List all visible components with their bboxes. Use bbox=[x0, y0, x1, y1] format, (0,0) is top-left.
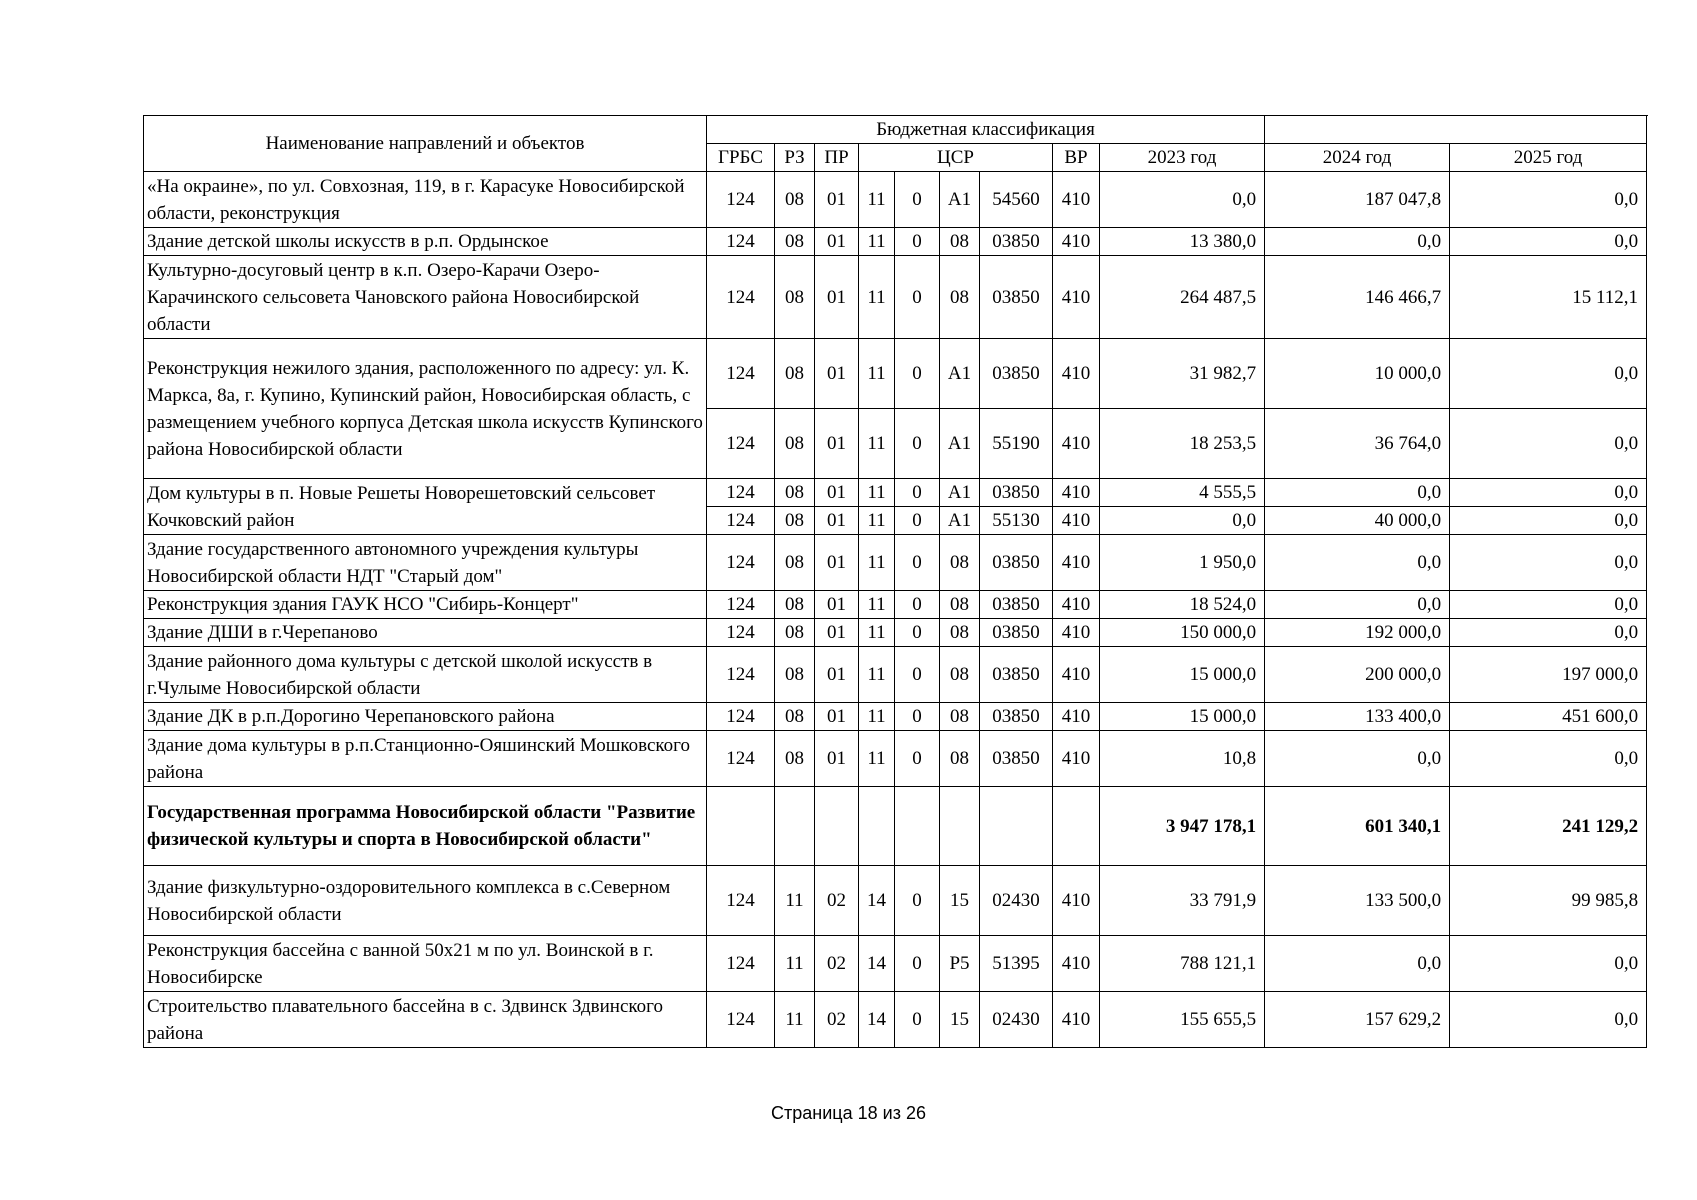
cell-csr-3: P5 bbox=[940, 936, 980, 992]
cell-csr-4: 03850 bbox=[980, 535, 1053, 591]
table-body bbox=[144, 172, 1647, 1048]
cell-csr-2: 0 bbox=[895, 591, 940, 619]
cell-vr bbox=[1053, 787, 1100, 866]
cell-vr: 410 bbox=[1053, 591, 1100, 619]
cell-pr: 01 bbox=[815, 619, 859, 647]
cell-csr-2: 0 bbox=[895, 619, 940, 647]
cell-csr-4: 03850 bbox=[980, 256, 1053, 339]
cell-year-2024: 0,0 bbox=[1265, 479, 1450, 507]
cell-csr-4: 54560 bbox=[980, 172, 1053, 228]
cell-vr: 410 bbox=[1053, 992, 1100, 1048]
cell-csr-3: A1 bbox=[940, 172, 980, 228]
cell-vr: 410 bbox=[1053, 339, 1100, 409]
cell-rz: 08 bbox=[775, 409, 815, 479]
cell-year-2024: 0,0 bbox=[1265, 936, 1450, 992]
cell-csr-3: 08 bbox=[940, 228, 980, 256]
cell-grbs: 124 bbox=[707, 479, 775, 507]
cell-csr-4: 55190 bbox=[980, 409, 1053, 479]
table-row bbox=[144, 591, 1647, 619]
cell-year-2024: 0,0 bbox=[1265, 591, 1450, 619]
cell-name: Здание районного дома культуры с детской школой искусств в г.Чулыме Новосибирской области bbox=[144, 647, 707, 703]
cell-year-2025: 0,0 bbox=[1450, 731, 1647, 787]
cell-csr-2: 0 bbox=[895, 256, 940, 339]
header-vr: ВР bbox=[1053, 144, 1100, 172]
cell-csr-2: 0 bbox=[895, 936, 940, 992]
cell-year-2023: 150 000,0 bbox=[1100, 619, 1265, 647]
cell-csr-1: 14 bbox=[859, 866, 895, 936]
table-row bbox=[144, 731, 1647, 787]
cell-rz bbox=[775, 787, 815, 866]
budget-table bbox=[143, 115, 1647, 1048]
cell-grbs: 124 bbox=[707, 228, 775, 256]
cell-rz: 08 bbox=[775, 339, 815, 409]
cell-vr: 410 bbox=[1053, 703, 1100, 731]
cell-csr-4: 55130 bbox=[980, 507, 1053, 535]
header-2023: 2023 год bbox=[1100, 144, 1265, 172]
cell-rz: 08 bbox=[775, 172, 815, 228]
cell-year-2024: 200 000,0 bbox=[1265, 647, 1450, 703]
cell-grbs: 124 bbox=[707, 992, 775, 1048]
table-row bbox=[144, 936, 1647, 992]
cell-vr: 410 bbox=[1053, 866, 1100, 936]
cell-year-2025: 0,0 bbox=[1450, 479, 1647, 507]
cell-csr-2: 0 bbox=[895, 172, 940, 228]
header-grbs: ГРБС bbox=[707, 144, 775, 172]
cell-csr-4: 03850 bbox=[980, 619, 1053, 647]
cell-year-2023: 155 655,5 bbox=[1100, 992, 1265, 1048]
cell-pr bbox=[815, 787, 859, 866]
cell-csr-3: 08 bbox=[940, 591, 980, 619]
cell-csr-2: 0 bbox=[895, 409, 940, 479]
cell-grbs: 124 bbox=[707, 619, 775, 647]
cell-csr-4: 03850 bbox=[980, 339, 1053, 409]
cell-vr: 410 bbox=[1053, 409, 1100, 479]
cell-year-2023: 33 791,9 bbox=[1100, 866, 1265, 936]
cell-csr-1: 11 bbox=[859, 172, 895, 228]
cell-csr-1: 11 bbox=[859, 619, 895, 647]
cell-csr-4: 03850 bbox=[980, 228, 1053, 256]
cell-csr-2: 0 bbox=[895, 731, 940, 787]
cell-csr-4: 51395 bbox=[980, 936, 1053, 992]
cell-year-2025: 241 129,2 bbox=[1450, 787, 1647, 866]
cell-csr-1: 11 bbox=[859, 409, 895, 479]
cell-vr: 410 bbox=[1053, 228, 1100, 256]
cell-year-2024: 0,0 bbox=[1265, 731, 1450, 787]
cell-year-2023: 15 000,0 bbox=[1100, 647, 1265, 703]
cell-csr-3: 08 bbox=[940, 535, 980, 591]
cell-pr: 01 bbox=[815, 479, 859, 507]
cell-csr-4: 03850 bbox=[980, 731, 1053, 787]
cell-csr-3: A1 bbox=[940, 339, 980, 409]
cell-csr-1: 11 bbox=[859, 703, 895, 731]
cell-year-2023: 18 524,0 bbox=[1100, 591, 1265, 619]
cell-csr-2: 0 bbox=[895, 535, 940, 591]
cell-rz: 08 bbox=[775, 228, 815, 256]
cell-vr: 410 bbox=[1053, 731, 1100, 787]
cell-name: Культурно-досуговый центр в к.п. Озеро-Карачи Озеро-Карачинского сельсовета Чановского района Новосибирской области bbox=[144, 256, 707, 339]
table-row bbox=[144, 619, 1647, 647]
cell-csr-1: 11 bbox=[859, 339, 895, 409]
cell-rz: 08 bbox=[775, 507, 815, 535]
cell-name: Здание дома культуры в р.п.Станционно-Ояшинский Мошковского района bbox=[144, 731, 707, 787]
cell-year-2025: 451 600,0 bbox=[1450, 703, 1647, 731]
cell-year-2025: 0,0 bbox=[1450, 535, 1647, 591]
cell-csr-2: 0 bbox=[895, 479, 940, 507]
header-budget-classification: Бюджетная классификация bbox=[707, 116, 1265, 144]
cell-csr-1: 11 bbox=[859, 256, 895, 339]
cell-grbs: 124 bbox=[707, 535, 775, 591]
cell-year-2023: 4 555,5 bbox=[1100, 479, 1265, 507]
cell-year-2024: 187 047,8 bbox=[1265, 172, 1450, 228]
cell-vr: 410 bbox=[1053, 172, 1100, 228]
cell-csr-4: 02430 bbox=[980, 992, 1053, 1048]
table-row bbox=[144, 479, 1647, 507]
cell-csr-1: 11 bbox=[859, 535, 895, 591]
cell-csr-3: 08 bbox=[940, 647, 980, 703]
cell-csr-2: 0 bbox=[895, 866, 940, 936]
cell-csr-4: 03850 bbox=[980, 479, 1053, 507]
cell-year-2025: 0,0 bbox=[1450, 992, 1647, 1048]
cell-year-2023: 0,0 bbox=[1100, 172, 1265, 228]
cell-year-2025: 0,0 bbox=[1450, 172, 1647, 228]
cell-name: Дом культуры в п. Новые Решеты Новорешетовский сельсовет Кочковский район bbox=[144, 479, 707, 535]
cell-rz: 08 bbox=[775, 479, 815, 507]
cell-rz: 11 bbox=[775, 992, 815, 1048]
cell-year-2023: 3 947 178,1 bbox=[1100, 787, 1265, 866]
cell-csr-1: 11 bbox=[859, 479, 895, 507]
cell-year-2025: 0,0 bbox=[1450, 507, 1647, 535]
cell-grbs: 124 bbox=[707, 172, 775, 228]
cell-csr-3: 15 bbox=[940, 992, 980, 1048]
cell-pr: 01 bbox=[815, 256, 859, 339]
cell-vr: 410 bbox=[1053, 936, 1100, 992]
cell-grbs: 124 bbox=[707, 507, 775, 535]
table-row bbox=[144, 535, 1647, 591]
table-row bbox=[144, 787, 1647, 866]
cell-rz: 08 bbox=[775, 731, 815, 787]
cell-year-2024: 40 000,0 bbox=[1265, 507, 1450, 535]
page-footer: Страница 18 из 26 bbox=[771, 1103, 926, 1123]
cell-csr-2 bbox=[895, 787, 940, 866]
cell-vr: 410 bbox=[1053, 535, 1100, 591]
cell-grbs: 124 bbox=[707, 936, 775, 992]
header-2025: 2025 год bbox=[1450, 144, 1647, 172]
header-pr: ПР bbox=[815, 144, 859, 172]
cell-csr-1: 14 bbox=[859, 936, 895, 992]
table-row bbox=[144, 339, 1647, 409]
header-name: Наименование направлений и объектов bbox=[144, 116, 707, 172]
cell-grbs: 124 bbox=[707, 409, 775, 479]
cell-csr-3: 08 bbox=[940, 619, 980, 647]
cell-pr: 01 bbox=[815, 507, 859, 535]
cell-csr-3 bbox=[940, 787, 980, 866]
cell-rz: 11 bbox=[775, 936, 815, 992]
cell-csr-3: 08 bbox=[940, 731, 980, 787]
cell-year-2023: 18 253,5 bbox=[1100, 409, 1265, 479]
cell-year-2024: 133 400,0 bbox=[1265, 703, 1450, 731]
cell-pr: 01 bbox=[815, 703, 859, 731]
cell-pr: 02 bbox=[815, 992, 859, 1048]
table-row bbox=[144, 866, 1647, 936]
cell-name: Здание ДШИ в г.Черепаново bbox=[144, 619, 707, 647]
cell-pr: 01 bbox=[815, 591, 859, 619]
cell-year-2023: 13 380,0 bbox=[1100, 228, 1265, 256]
cell-year-2023: 788 121,1 bbox=[1100, 936, 1265, 992]
cell-grbs: 124 bbox=[707, 866, 775, 936]
table-row bbox=[144, 228, 1647, 256]
cell-year-2025: 0,0 bbox=[1450, 409, 1647, 479]
cell-rz: 08 bbox=[775, 619, 815, 647]
cell-year-2023: 10,8 bbox=[1100, 731, 1265, 787]
cell-rz: 08 bbox=[775, 703, 815, 731]
cell-year-2024: 133 500,0 bbox=[1265, 866, 1450, 936]
cell-year-2023: 15 000,0 bbox=[1100, 703, 1265, 731]
header-rz: РЗ bbox=[775, 144, 815, 172]
cell-grbs: 124 bbox=[707, 647, 775, 703]
cell-csr-4 bbox=[980, 787, 1053, 866]
cell-csr-1: 11 bbox=[859, 228, 895, 256]
cell-csr-2: 0 bbox=[895, 339, 940, 409]
cell-year-2024: 601 340,1 bbox=[1265, 787, 1450, 866]
cell-csr-2: 0 bbox=[895, 228, 940, 256]
cell-csr-1: 11 bbox=[859, 507, 895, 535]
cell-year-2024: 146 466,7 bbox=[1265, 256, 1450, 339]
table-row bbox=[144, 256, 1647, 339]
cell-csr-1: 11 bbox=[859, 731, 895, 787]
cell-vr: 410 bbox=[1053, 647, 1100, 703]
cell-pr: 01 bbox=[815, 647, 859, 703]
cell-name: «На окраине», по ул. Совхозная, 119, в г. Карасуке Новосибирской области, реконструкция bbox=[144, 172, 707, 228]
cell-pr: 02 bbox=[815, 936, 859, 992]
cell-csr-3: 15 bbox=[940, 866, 980, 936]
cell-csr-3: A1 bbox=[940, 507, 980, 535]
cell-csr-4: 03850 bbox=[980, 703, 1053, 731]
cell-csr-3: A1 bbox=[940, 409, 980, 479]
cell-year-2025: 0,0 bbox=[1450, 339, 1647, 409]
cell-vr: 410 bbox=[1053, 256, 1100, 339]
cell-csr-4: 02430 bbox=[980, 866, 1053, 936]
cell-year-2023: 264 487,5 bbox=[1100, 256, 1265, 339]
cell-year-2025: 0,0 bbox=[1450, 936, 1647, 992]
cell-year-2025: 197 000,0 bbox=[1450, 647, 1647, 703]
cell-rz: 08 bbox=[775, 591, 815, 619]
table-row bbox=[144, 172, 1647, 228]
cell-year-2024: 0,0 bbox=[1265, 535, 1450, 591]
cell-name: Реконструкция здания ГАУК НСО "Сибирь-Концерт" bbox=[144, 591, 707, 619]
cell-vr: 410 bbox=[1053, 507, 1100, 535]
cell-name: Здание детской школы искусств в р.п. Ордынское bbox=[144, 228, 707, 256]
cell-csr-2: 0 bbox=[895, 647, 940, 703]
cell-csr-4: 03850 bbox=[980, 591, 1053, 619]
cell-year-2025: 0,0 bbox=[1450, 228, 1647, 256]
cell-pr: 01 bbox=[815, 172, 859, 228]
cell-grbs bbox=[707, 787, 775, 866]
cell-csr-1: 11 bbox=[859, 591, 895, 619]
cell-year-2025: 99 985,8 bbox=[1450, 866, 1647, 936]
cell-pr: 01 bbox=[815, 731, 859, 787]
cell-year-2025: 15 112,1 bbox=[1450, 256, 1647, 339]
cell-year-2024: 0,0 bbox=[1265, 228, 1450, 256]
cell-year-2024: 192 000,0 bbox=[1265, 619, 1450, 647]
cell-csr-2: 0 bbox=[895, 703, 940, 731]
cell-vr: 410 bbox=[1053, 479, 1100, 507]
cell-pr: 01 bbox=[815, 339, 859, 409]
cell-csr-3: 08 bbox=[940, 256, 980, 339]
cell-grbs: 124 bbox=[707, 731, 775, 787]
cell-name: Строительство плавательного бассейна в с. Здвинск Здвинского района bbox=[144, 992, 707, 1048]
cell-rz: 08 bbox=[775, 535, 815, 591]
table-row bbox=[144, 647, 1647, 703]
cell-csr-1: 11 bbox=[859, 647, 895, 703]
cell-csr-3: 08 bbox=[940, 703, 980, 731]
cell-grbs: 124 bbox=[707, 703, 775, 731]
cell-year-2023: 31 982,7 bbox=[1100, 339, 1265, 409]
cell-csr-2: 0 bbox=[895, 507, 940, 535]
cell-name: Государственная программа Новосибирской области "Развитие физической культуры и спорта в Новосибирской области" bbox=[144, 787, 707, 866]
table-row bbox=[144, 992, 1647, 1048]
cell-name: Реконструкция нежилого здания, расположенного по адресу: ул. К. Маркса, 8а, г. Купино, Купинский район, Новосибирская область, с размещением учебного корпуса Детская школа искусств Купинского района Новосибирской области bbox=[144, 339, 707, 479]
header-2024: 2024 год bbox=[1265, 144, 1450, 172]
header-years-group bbox=[1265, 116, 1647, 144]
cell-csr-1: 14 bbox=[859, 992, 895, 1048]
cell-pr: 02 bbox=[815, 866, 859, 936]
cell-grbs: 124 bbox=[707, 256, 775, 339]
table-row bbox=[144, 703, 1647, 731]
cell-pr: 01 bbox=[815, 228, 859, 256]
cell-year-2025: 0,0 bbox=[1450, 619, 1647, 647]
cell-rz: 08 bbox=[775, 647, 815, 703]
cell-pr: 01 bbox=[815, 409, 859, 479]
cell-name: Реконструкция бассейна с ванной 50x21 м по ул. Воинской в г. Новосибирске bbox=[144, 936, 707, 992]
cell-csr-4: 03850 bbox=[980, 647, 1053, 703]
cell-pr: 01 bbox=[815, 535, 859, 591]
cell-year-2024: 36 764,0 bbox=[1265, 409, 1450, 479]
cell-year-2023: 0,0 bbox=[1100, 507, 1265, 535]
cell-csr-3: A1 bbox=[940, 479, 980, 507]
cell-name: Здание государственного автономного учреждения культуры Новосибирской области НДТ "Старый дом" bbox=[144, 535, 707, 591]
cell-rz: 11 bbox=[775, 866, 815, 936]
cell-vr: 410 bbox=[1053, 619, 1100, 647]
cell-name: Здание физкультурно-оздоровительного комплекса в с.Северном Новосибирской области bbox=[144, 866, 707, 936]
cell-grbs: 124 bbox=[707, 591, 775, 619]
cell-year-2024: 10 000,0 bbox=[1265, 339, 1450, 409]
header-csr: ЦСР bbox=[859, 144, 1053, 172]
cell-name: Здание ДК в р.п.Дорогино Черепановского района bbox=[144, 703, 707, 731]
cell-year-2025: 0,0 bbox=[1450, 591, 1647, 619]
cell-grbs: 124 bbox=[707, 339, 775, 409]
cell-rz: 08 bbox=[775, 256, 815, 339]
cell-year-2024: 157 629,2 bbox=[1265, 992, 1450, 1048]
cell-year-2023: 1 950,0 bbox=[1100, 535, 1265, 591]
cell-csr-2: 0 bbox=[895, 992, 940, 1048]
cell-csr-1 bbox=[859, 787, 895, 866]
